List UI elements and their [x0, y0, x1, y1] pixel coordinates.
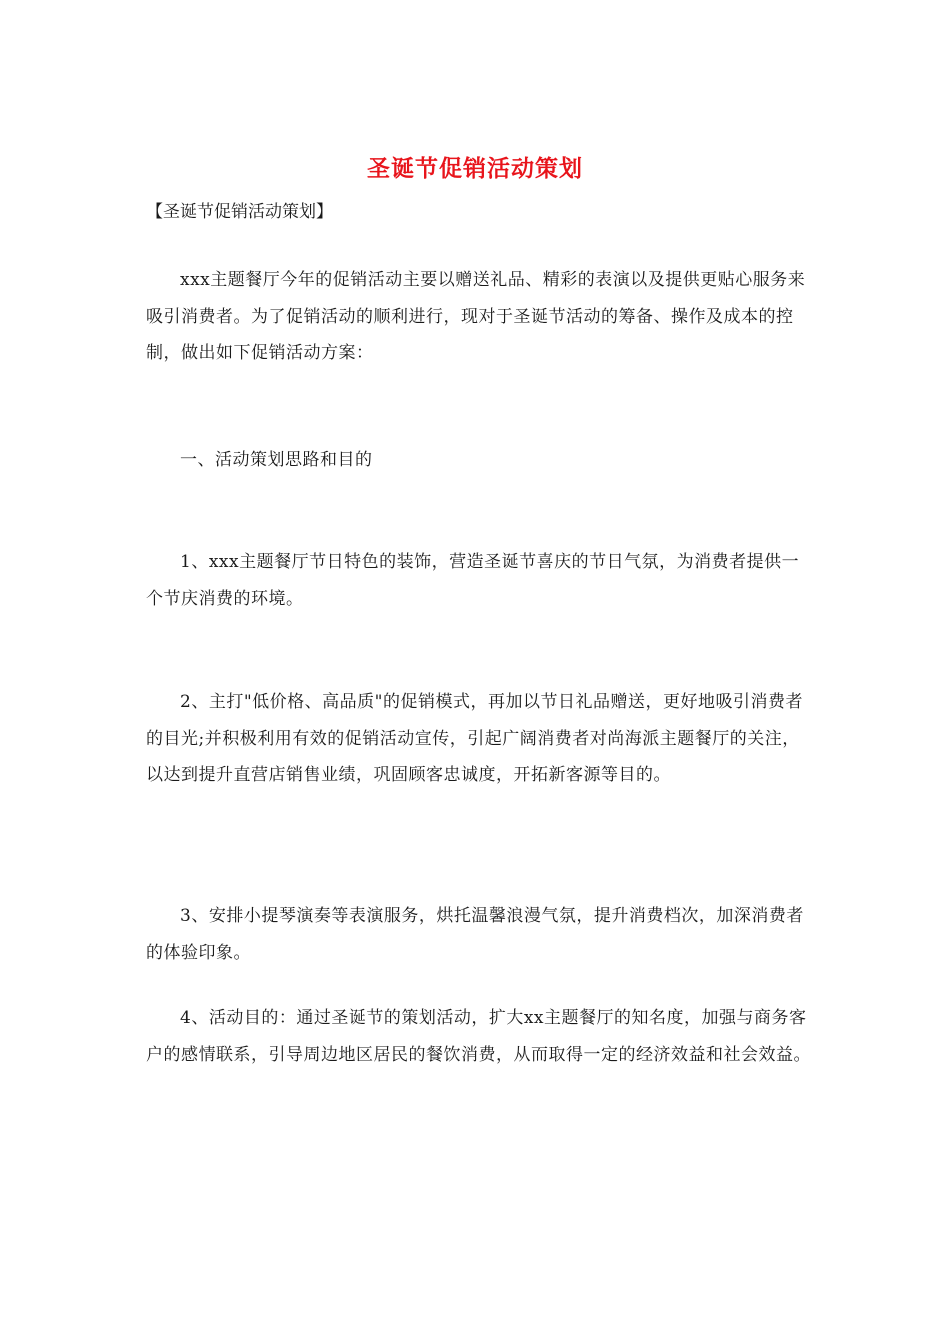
- list-item: 1、xxx主题餐厅节日特色的装饰，营造圣诞节喜庆的节日气氛，为消费者提供一个节庆消费的环境。: [146, 552, 800, 609]
- document-title: 圣诞节促销活动策划: [367, 155, 583, 182]
- intro-paragraph: xxx主题餐厅今年的促销活动主要以赠送礼品、精彩的表演以及提供更贴心服务来吸引消费者。为了促销活动的顺利进行，现对于圣诞节活动的筹备、操作及成本的控制，做出如下促销活动方案：: [146, 270, 806, 363]
- section-heading: 一、活动策划思路和目的: [180, 450, 373, 470]
- document-subtitle: 【圣诞节促销活动策划】: [146, 202, 333, 222]
- list-item: 4、活动目的：通过圣诞节的策划活动，扩大xx主题餐厅的知名度，加强与商务客户的感情联系，引导周边地区居民的餐饮消费，从而取得一定的经济效益和社会效益。: [146, 1008, 811, 1065]
- list-item: 2、主打"低价格、高品质"的促销模式，再加以节日礼品赠送，更好地吸引消费者的目光;并积极利用有效的促销活动宣传，引起广阔消费者对尚海派主题餐厅的关注，以达到提升直营店销售业绩，巩固顾客忠诚度，开拓新客源等目的。: [146, 692, 803, 785]
- list-item: 3、安排小提琴演奏等表演服务，烘托温馨浪漫气氛，提升消费档次，加深消费者的体验印象。: [146, 906, 804, 963]
